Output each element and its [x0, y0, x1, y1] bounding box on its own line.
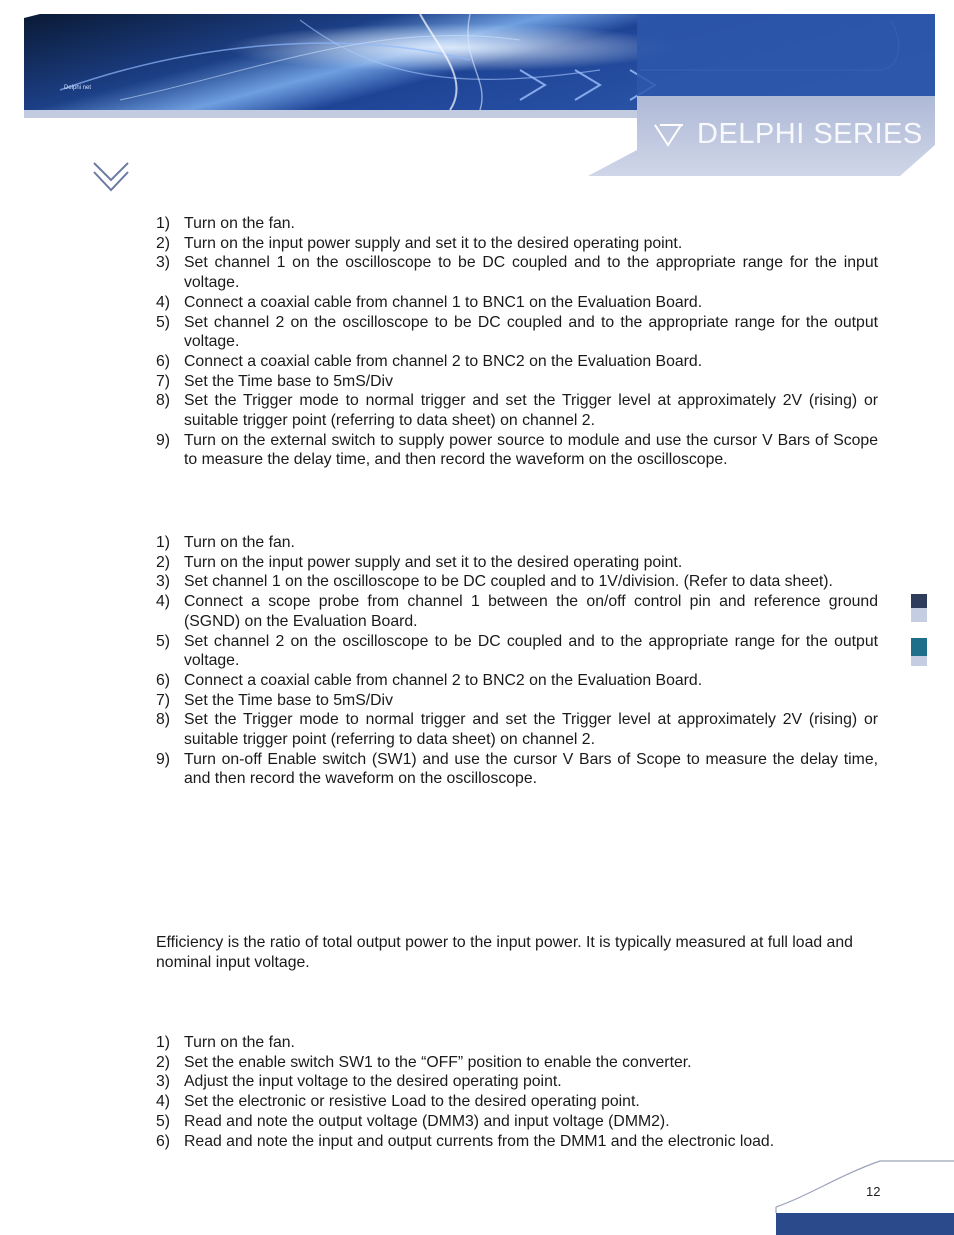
item-text: Turn on the fan. [184, 534, 295, 551]
list-item [156, 572, 878, 592]
item-number: 2) [156, 234, 171, 252]
item-number: 2) [156, 1053, 171, 1071]
item-number: 9) [156, 431, 171, 449]
banner-small-caption: Delphi net [64, 85, 92, 91]
item-number: 1) [156, 1034, 171, 1051]
item-text: Connect a coaxial cable from channel 2 to BNC2 on the Evaluation Board. [184, 352, 703, 370]
list-item [156, 671, 878, 691]
list-item [156, 391, 878, 430]
item-number: 3) [156, 1073, 171, 1091]
list-item [156, 553, 878, 573]
list-item [156, 431, 878, 470]
item-number: 7) [156, 372, 171, 390]
item-number: 1) [156, 215, 171, 232]
item-number: 3) [156, 573, 171, 591]
item-number: 8) [156, 392, 171, 410]
item-number: 7) [156, 691, 171, 709]
list-item [156, 293, 878, 313]
item-text: Turn on the input power supply and set it to the desired operating point. [184, 553, 683, 571]
item-number: 8) [156, 711, 171, 729]
efficiency-paragraph: Efficiency is the ratio of total output power to the input power. It is typically measured at full load and nominal input voltage. [156, 934, 853, 971]
item-text: Set channel 2 on the oscilloscope to be DC coupled and to the appropriate range for the output voltage. [184, 632, 878, 670]
list-item [156, 592, 878, 631]
side-tab-marker-dark [911, 594, 927, 622]
list-item [156, 313, 878, 352]
page-number: 12 [866, 1184, 881, 1199]
list-item [156, 1072, 878, 1092]
list-item [156, 710, 878, 749]
item-text: Turn on the external switch to supply power source to module and use the cursor V Bars of Scope to measure the delay time, and then record the waveform on the oscilloscope. [184, 431, 878, 469]
item-number: 4) [156, 1093, 171, 1111]
list-item [156, 1092, 878, 1112]
series-label: DELPHI SERIES [697, 118, 923, 150]
item-text: Connect a coaxial cable from channel 2 to BNC2 on the Evaluation Board. [184, 671, 703, 689]
list-item [156, 253, 878, 292]
header-banner [0, 0, 954, 200]
item-text: Set the Time base to 5mS/Div [184, 372, 393, 390]
item-text: Turn on the input power supply and set it to the desired operating point. [184, 234, 683, 252]
item-text: Connect a scope probe from channel 1 between the on/off control pin and reference ground (SGND) on the Evaluation Board. [184, 593, 878, 630]
item-number: 5) [156, 313, 171, 331]
list-item [156, 750, 878, 789]
procedure-list-3 [156, 1033, 878, 1151]
footer-decoration [770, 1155, 954, 1235]
item-text: Set channel 1 on the oscilloscope to be DC coupled and to the appropriate range for the input voltage. [184, 254, 878, 292]
item-number: 5) [156, 632, 171, 650]
item-text: Turn on-off Enable switch (SW1) and use the cursor V Bars of Scope to measure the delay time, and then record the waveform on the oscilloscope. [184, 750, 878, 788]
item-text: Adjust the input voltage to the desired operating point. [184, 1073, 562, 1091]
item-number: 1) [156, 534, 171, 551]
item-text: Set the electronic or resistive Load to the desired operating point. [184, 1093, 640, 1111]
item-number: 4) [156, 293, 171, 311]
list-item [156, 533, 878, 553]
list-item [156, 372, 878, 392]
item-number: 6) [156, 1132, 171, 1150]
item-text: Set the Time base to 5mS/Div [184, 691, 393, 709]
item-text: Set channel 1 on the oscilloscope to be DC coupled and to 1V/division. (Refer to data sheet). [184, 573, 833, 591]
item-text: Set the Trigger mode to normal trigger and set the Trigger level at approximately 2V (rising) or suitable trigger point (referring to data sheet) on channel 2. [184, 392, 878, 430]
list-item [156, 632, 878, 671]
item-number: 6) [156, 671, 171, 689]
item-number: 6) [156, 352, 171, 370]
item-text: Turn on the fan. [184, 215, 295, 232]
list-item [156, 352, 878, 372]
item-number: 5) [156, 1112, 171, 1130]
item-text: Turn on the fan. [184, 1034, 295, 1051]
item-text: Connect a coaxial cable from channel 1 to BNC1 on the Evaluation Board. [184, 293, 703, 311]
list-item [156, 1033, 878, 1053]
list-item [156, 691, 878, 711]
item-text: Set the Trigger mode to normal trigger and set the Trigger level at approximately 2V (rising) or suitable trigger point (referring to data sheet) on channel 2. [184, 711, 878, 749]
procedure-list-1 [156, 214, 878, 470]
item-text: Read and note the output voltage (DMM3) and input voltage (DMM2). [184, 1112, 670, 1130]
list-item [156, 1112, 878, 1132]
item-text: Set channel 2 on the oscilloscope to be DC coupled and to the appropriate range for the output voltage. [184, 313, 878, 351]
side-tab-marker-teal [911, 638, 927, 666]
procedure-list-2 [156, 533, 878, 789]
chevron-down-icon [92, 160, 130, 194]
item-number: 3) [156, 254, 171, 272]
item-number: 9) [156, 750, 171, 768]
list-item [156, 1132, 878, 1152]
list-item [156, 214, 878, 234]
item-number: 4) [156, 593, 171, 611]
item-text: Set the enable switch SW1 to the “OFF” position to enable the converter. [184, 1053, 692, 1071]
list-item [156, 234, 878, 254]
item-number: 2) [156, 553, 171, 571]
item-text: Read and note the input and output currents from the DMM1 and the electronic load. [184, 1132, 775, 1150]
list-item [156, 1053, 878, 1073]
